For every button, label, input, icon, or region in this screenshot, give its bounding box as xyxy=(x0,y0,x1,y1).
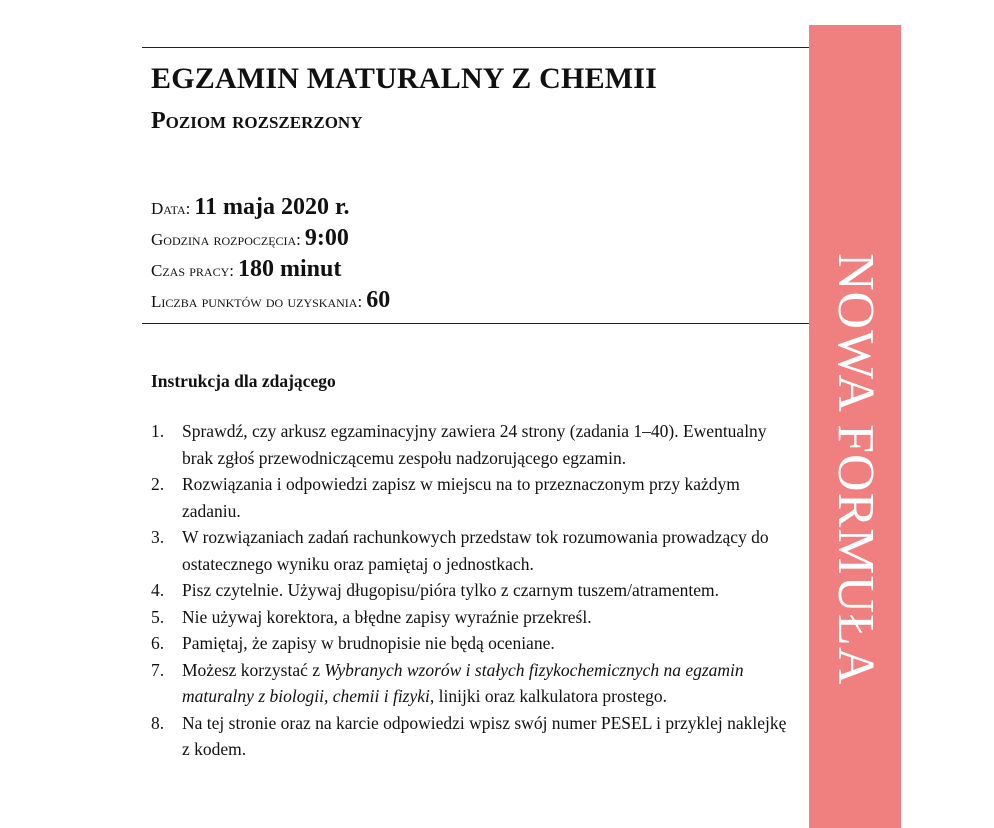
instruction-item xyxy=(151,710,791,763)
exam-date-label: Data: xyxy=(151,199,191,218)
instruction-number: 8. xyxy=(151,712,165,733)
exam-duration-row xyxy=(151,256,341,283)
instruction-item xyxy=(151,630,791,657)
instruction-number: 2. xyxy=(151,474,165,494)
instruction-number: 7. xyxy=(151,659,165,680)
instruction-text xyxy=(182,660,744,707)
instruction-item xyxy=(151,524,791,577)
instructions-list xyxy=(151,418,791,763)
exam-date-row xyxy=(151,194,349,221)
instruction-item xyxy=(151,471,791,524)
instruction-item xyxy=(151,604,791,631)
instruction-text: Pisz czytelnie. Używaj długopisu/pióra tylko z czarnym tuszem/atramentem. xyxy=(182,580,719,600)
instruction-number: 4. xyxy=(151,580,165,600)
instruction-text: W rozwiązaniach zadań rachunkowych przedstaw tok rozumowania prowadzący do ostatecznego wyniku oraz pamiętaj o jednostkach. xyxy=(182,527,769,574)
middle-divider xyxy=(142,323,810,324)
instruction-text-before: Możesz korzystać z xyxy=(182,659,325,680)
instruction-text: Na tej stronie oraz na karcie odpowiedzi wpisz swój numer PESEL i przyklej naklejkę z kodem. xyxy=(182,712,787,759)
exam-duration-value: 180 minut xyxy=(238,256,342,282)
exam-start-value: 9:00 xyxy=(304,225,349,251)
instruction-number: 1. xyxy=(151,421,165,441)
exam-start-label: Godzina rozpoczęcia: xyxy=(151,230,301,249)
top-divider xyxy=(142,47,810,48)
new-formula-text: NOWA FORMUŁA xyxy=(827,253,884,686)
exam-date-value: 11 maja 2020 r. xyxy=(194,194,350,220)
instruction-text-italic-title: Wybranych wzorów i stałych fizykochemicznych na egzamin maturalny z biologii, chemii i fizyki xyxy=(182,659,744,706)
instruction-number: 5. xyxy=(151,606,165,627)
instruction-number: 3. xyxy=(151,527,165,547)
exam-level-subtitle xyxy=(151,108,362,135)
side-band-label xyxy=(809,253,901,753)
exam-start-row xyxy=(151,225,349,252)
instruction-number: 6. xyxy=(151,633,165,653)
exam-points-label: Liczba punktów do uzyskania: xyxy=(151,292,363,311)
instruction-text: Sprawdź, czy arkusz egzaminacyjny zawiera 24 strony (zadania 1–40). Ewentualny brak zgłoś przewodniczącemu zespołu nadzorującego egzamin. xyxy=(182,421,767,468)
exam-level-text: Poziom rozszerzony xyxy=(151,108,363,134)
instruction-text: Rozwiązania i odpowiedzi zapisz w miejscu na to przeznaczonym przy każdym zadaniu. xyxy=(182,474,740,521)
instruction-item xyxy=(151,418,791,471)
exam-duration-label: Czas pracy: xyxy=(151,261,234,280)
instruction-item xyxy=(151,577,791,604)
exam-points-row xyxy=(151,287,390,314)
instructions-heading: Instrukcja dla zdającego xyxy=(151,371,336,391)
exam-points-value: 60 xyxy=(366,287,391,313)
instruction-text: Pamiętaj, że zapisy w brudnopisie nie będą oceniane. xyxy=(182,633,555,653)
instruction-item xyxy=(151,657,791,710)
instruction-text: Nie używaj korektora, a błędne zapisy wyraźnie przekreśl. xyxy=(182,606,592,627)
exam-title: EGZAMIN MATURALNY Z CHEMII xyxy=(151,62,658,95)
instruction-text-after: , linijki oraz kalkulatora prostego. xyxy=(429,686,668,706)
